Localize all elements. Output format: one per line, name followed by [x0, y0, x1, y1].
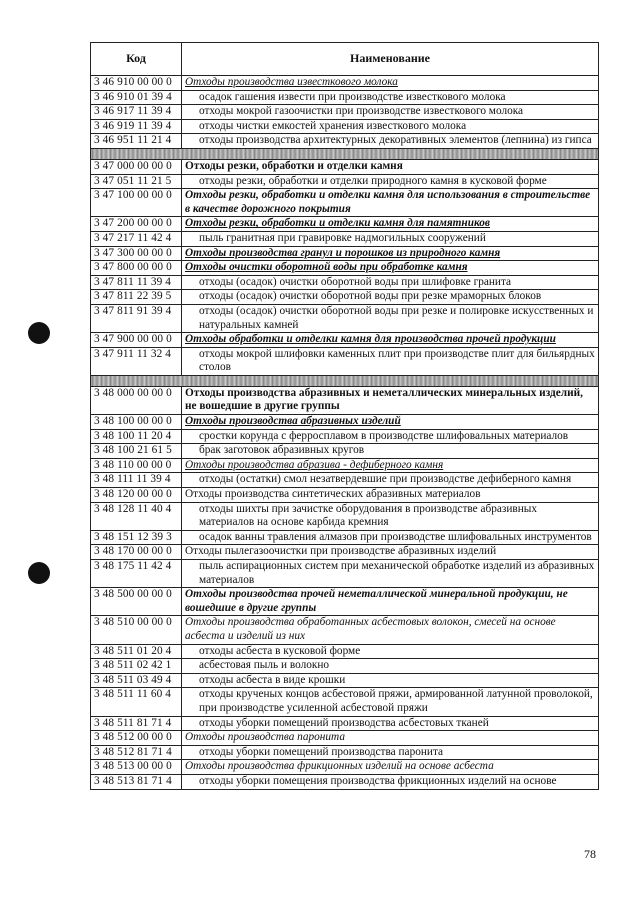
- name-column-header: Наименование: [182, 43, 599, 76]
- waste-code: 3 47 217 11 42 4: [91, 231, 182, 246]
- table-row: [91, 119, 599, 134]
- table-row: [91, 304, 599, 332]
- waste-name-text: отходы чистки емкостей хранения известкового молока: [199, 119, 467, 132]
- table-row: [91, 429, 599, 444]
- waste-code: 3 48 510 00 00 0: [91, 616, 182, 644]
- waste-name: [182, 458, 599, 473]
- waste-name: [182, 217, 599, 232]
- waste-code: 3 48 513 81 71 4: [91, 774, 182, 789]
- waste-code: 3 46 910 00 00 0: [91, 76, 182, 91]
- table-row: [91, 560, 599, 588]
- table-row: [91, 105, 599, 120]
- waste-name-text: отходы асбеста в виде крошки: [199, 673, 346, 686]
- waste-name: [182, 774, 599, 789]
- waste-name: [182, 174, 599, 189]
- waste-name: [182, 659, 599, 674]
- table-header-row: [91, 43, 599, 76]
- waste-name: [182, 119, 599, 134]
- table-row: [91, 588, 599, 616]
- separator-band: [91, 148, 599, 159]
- waste-name: [182, 304, 599, 332]
- waste-name-text: Отходы очистки оборотной воды при обработке камня: [185, 261, 468, 274]
- table-row: [91, 716, 599, 731]
- waste-name-text: отходы шихты при зачистке оборудования в производстве абразивных материалов на основе карбида кремния: [199, 502, 538, 529]
- waste-name: [182, 530, 599, 545]
- separator-band: [91, 375, 599, 386]
- table-row: [91, 488, 599, 503]
- waste-name-text: Отходы резки, обработки и отделки камня для памятников: [185, 217, 490, 230]
- table-row: [91, 502, 599, 530]
- waste-code: 3 48 512 81 71 4: [91, 745, 182, 760]
- waste-name: [182, 745, 599, 760]
- waste-name: [182, 386, 599, 414]
- waste-name-text: отходы производства архитектурных декоративных элементов (лепнина) из гипса: [199, 134, 592, 147]
- punch-hole-bottom: [28, 562, 50, 584]
- table-row: [91, 174, 599, 189]
- waste-name: [182, 731, 599, 746]
- waste-name-text: Отходы резки, обработки и отделки камня для использования в строительстве в качестве дорожного покрытия: [185, 189, 591, 215]
- waste-code: 3 47 000 00 00 0: [91, 159, 182, 174]
- waste-code: 3 48 170 00 00 0: [91, 545, 182, 560]
- table-row: [91, 290, 599, 305]
- waste-code: 3 46 917 11 39 4: [91, 105, 182, 120]
- table-row: [91, 90, 599, 105]
- table-row: [91, 246, 599, 261]
- waste-name-text: пыль гранитная при гравировке надмогильных сооружений: [199, 231, 486, 244]
- waste-name: [182, 644, 599, 659]
- waste-name: [182, 275, 599, 290]
- table-row: [91, 774, 599, 789]
- waste-code: 3 47 051 11 21 5: [91, 174, 182, 189]
- waste-name: [182, 429, 599, 444]
- waste-code: 3 47 900 00 00 0: [91, 333, 182, 348]
- table-row: [91, 134, 599, 149]
- table-row: [91, 189, 599, 217]
- table-row: [91, 530, 599, 545]
- table-row: [91, 545, 599, 560]
- waste-name-text: Отходы производства фрикционных изделий на основе асбеста: [185, 760, 494, 773]
- waste-code: 3 47 811 91 39 4: [91, 304, 182, 332]
- waste-name-text: Отходы производства прочей неметаллической минеральной продукции, не вошедшие в другие группы: [185, 588, 568, 614]
- table-row: [91, 731, 599, 746]
- waste-name-text: Отходы производства паронита: [185, 731, 345, 744]
- waste-name-text: отходы асбеста в кусковой форме: [199, 644, 361, 657]
- waste-name-text: Отходы резки, обработки и отделки камня: [185, 159, 403, 172]
- waste-name: [182, 415, 599, 430]
- waste-name-text: отходы уборки помещений производства паронита: [199, 745, 444, 758]
- waste-code: 3 48 175 11 42 4: [91, 560, 182, 588]
- waste-name: [182, 105, 599, 120]
- waste-name: [182, 673, 599, 688]
- table-row: [91, 333, 599, 348]
- waste-code: 3 48 120 00 00 0: [91, 488, 182, 503]
- waste-name: [182, 560, 599, 588]
- table-row: [91, 386, 599, 414]
- table-row: [91, 458, 599, 473]
- waste-name-text: отходы (осадок) очистки оборотной воды при резке мраморных блоков: [199, 290, 542, 303]
- waste-name: [182, 134, 599, 149]
- table-row: [91, 673, 599, 688]
- waste-name: [182, 616, 599, 644]
- section-separator: [91, 148, 599, 159]
- waste-code: 3 47 100 00 00 0: [91, 189, 182, 217]
- waste-name: [182, 347, 599, 375]
- waste-name-text: отходы (осадок) очистки оборотной воды при шлифовке гранита: [199, 275, 512, 288]
- waste-name: [182, 231, 599, 246]
- waste-code: 3 47 811 11 39 4: [91, 275, 182, 290]
- table-row: [91, 415, 599, 430]
- table-row: [91, 444, 599, 459]
- waste-name-text: Отходы производства абразива - дефиберного камня: [185, 458, 444, 471]
- table-row: [91, 217, 599, 232]
- waste-name: [182, 261, 599, 276]
- waste-name: [182, 246, 599, 261]
- waste-code: 3 47 811 22 39 5: [91, 290, 182, 305]
- waste-name-text: асбестовая пыль и волокно: [199, 659, 330, 672]
- waste-name-text: Отходы обработки и отделки камня для производства прочей продукции: [185, 333, 556, 346]
- table-row: [91, 644, 599, 659]
- section-separator: [91, 375, 599, 386]
- waste-code: 3 48 151 12 39 3: [91, 530, 182, 545]
- waste-name: [182, 76, 599, 91]
- waste-code: 3 48 500 00 00 0: [91, 588, 182, 616]
- waste-name-text: Отходы производства известкового молока: [185, 76, 398, 88]
- waste-name: [182, 159, 599, 174]
- waste-code: 3 48 512 00 00 0: [91, 731, 182, 746]
- waste-code: 3 46 910 01 39 4: [91, 90, 182, 105]
- table-row: [91, 261, 599, 276]
- waste-name: [182, 716, 599, 731]
- table-row: [91, 473, 599, 488]
- waste-code: 3 48 128 11 40 4: [91, 502, 182, 530]
- waste-name-text: отходы мокрой газоочистки при производстве известкового молока: [199, 105, 524, 118]
- waste-name: [182, 444, 599, 459]
- waste-name-text: Отходы производства синтетических абразивных материалов: [185, 488, 481, 501]
- waste-name-text: осадок гашения извести при производстве известкового молока: [199, 90, 506, 103]
- waste-name: [182, 688, 599, 716]
- waste-name-text: Отходы производства гранул и порошков из природного камня: [185, 246, 501, 259]
- table-row: [91, 659, 599, 674]
- waste-name-text: отходы мокрой шлифовки каменных плит при производстве плит для бильярдных столов: [199, 347, 595, 374]
- table-row: [91, 275, 599, 290]
- waste-name-text: отходы уборки помещения производства фрикционных изделий на основе: [199, 774, 557, 787]
- waste-name-text: брак заготовок абразивных кругов: [199, 444, 365, 457]
- table-row: [91, 745, 599, 760]
- waste-name-text: сростки корунда с ферросплавом в производстве шлифовальных материалов: [199, 429, 569, 442]
- table-row: [91, 616, 599, 644]
- waste-name: [182, 760, 599, 775]
- waste-name: [182, 90, 599, 105]
- waste-code: 3 47 300 00 00 0: [91, 246, 182, 261]
- waste-code: 3 48 110 00 00 0: [91, 458, 182, 473]
- waste-name: [182, 189, 599, 217]
- waste-code: 3 48 100 21 61 5: [91, 444, 182, 459]
- waste-name-text: Отходы производства абразивных и неметаллических минеральных изделий, не вошедшие в другие группы: [185, 386, 583, 413]
- waste-code: 3 48 511 02 42 1: [91, 659, 182, 674]
- page-number: 78: [584, 847, 596, 861]
- waste-code: 3 48 511 81 71 4: [91, 716, 182, 731]
- waste-code: 3 47 800 00 00 0: [91, 261, 182, 276]
- waste-name-text: отходы (осадок) очистки оборотной воды при резке и полировке искусственных и натуральных камней: [199, 304, 594, 331]
- waste-name: [182, 588, 599, 616]
- waste-code: 3 46 951 11 21 4: [91, 134, 182, 149]
- waste-name-text: осадок ванны травления алмазов при производстве шлифовальных инструментов: [199, 530, 592, 543]
- table-body: [91, 76, 599, 790]
- waste-code: 3 48 000 00 00 0: [91, 386, 182, 414]
- punch-hole-top: [28, 322, 50, 344]
- waste-code: 3 47 911 11 32 4: [91, 347, 182, 375]
- waste-name-text: Отходы производства обработанных асбестовых волокон, смесей на основе асбеста и изделий из них: [185, 616, 556, 642]
- table-row: [91, 231, 599, 246]
- waste-name: [182, 488, 599, 503]
- table-row: [91, 760, 599, 775]
- waste-code: 3 48 100 11 20 4: [91, 429, 182, 444]
- waste-name: [182, 502, 599, 530]
- code-column-header: Код: [91, 43, 182, 76]
- waste-name-text: Отходы пылегазоочистки при производстве абразивных изделий: [185, 545, 497, 558]
- waste-name: [182, 473, 599, 488]
- waste-name-text: отходы резки, обработки и отделки природного камня в кусковой форме: [199, 174, 547, 187]
- waste-code: 3 48 111 11 39 4: [91, 473, 182, 488]
- table-row: [91, 347, 599, 375]
- waste-code: 3 48 511 01 20 4: [91, 644, 182, 659]
- waste-name-text: Отходы производства абразивных изделий: [185, 415, 401, 428]
- waste-code: 3 48 511 03 49 4: [91, 673, 182, 688]
- waste-classification-table: [90, 42, 599, 790]
- table-row: [91, 76, 599, 91]
- waste-code: 3 48 511 11 60 4: [91, 688, 182, 716]
- waste-name-text: пыль аспирационных систем при механической обработке изделий из абразивных материалов: [199, 560, 595, 586]
- waste-name-text: отходы крученых концов асбестовой пряжи, армированной латунной проволокой, при производстве усиленной асбестовой пряжи: [199, 688, 593, 714]
- waste-name: [182, 545, 599, 560]
- waste-code: 3 48 513 00 00 0: [91, 760, 182, 775]
- waste-code: 3 46 919 11 39 4: [91, 119, 182, 134]
- waste-code: 3 47 200 00 00 0: [91, 217, 182, 232]
- waste-name-text: отходы (остатки) смол незатвердевшие при производстве дефиберного камня: [199, 473, 572, 486]
- table-row: [91, 159, 599, 174]
- waste-name: [182, 290, 599, 305]
- waste-name: [182, 333, 599, 348]
- waste-name-text: отходы уборки помещений производства асбестовых тканей: [199, 716, 489, 729]
- waste-code: 3 48 100 00 00 0: [91, 415, 182, 430]
- table-row: [91, 688, 599, 716]
